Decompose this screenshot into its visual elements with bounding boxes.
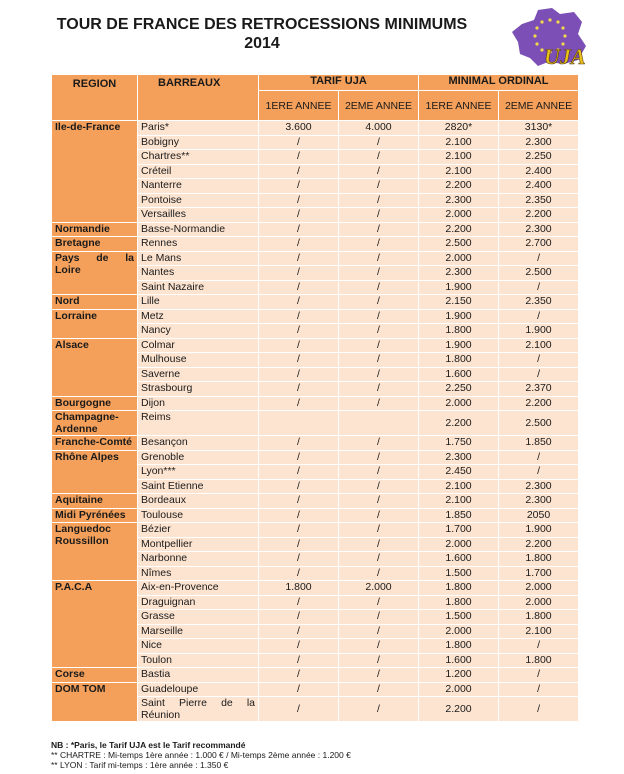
barreau-cell: Nanterre <box>138 179 259 194</box>
title-line-1: TOUR DE FRANCE DES RETROCESSIONS MINIMUMS <box>56 16 468 33</box>
region-cell: Corse <box>52 668 138 683</box>
ord-year1-cell: 1.850 <box>419 508 499 523</box>
barreau-cell: Besançon <box>138 436 259 451</box>
uja-year1-cell: / <box>259 436 339 451</box>
ord-year2-cell: / <box>499 353 579 368</box>
uja-year1-cell: / <box>259 494 339 509</box>
uja-year2-cell: / <box>339 251 419 266</box>
ord-year2-cell: 2.350 <box>499 295 579 310</box>
ord-year1-cell: 1.800 <box>419 324 499 339</box>
barreau-cell: Toulouse <box>138 508 259 523</box>
uja-year2-cell: / <box>339 682 419 697</box>
barreau-cell: Rennes <box>138 237 259 252</box>
ord-year2-cell: 1.800 <box>499 610 579 625</box>
ord-year2-cell: 2050 <box>499 508 579 523</box>
barreau-cell: Toulon <box>138 653 259 668</box>
ord-year1-cell: 2.200 <box>419 411 499 436</box>
uja-year2-cell: / <box>339 295 419 310</box>
uja-year1-cell: / <box>259 537 339 552</box>
retrocessions-table <box>51 74 579 722</box>
uja-year2-cell: / <box>339 135 419 150</box>
note-chartre: ** CHARTRE : Mi-temps 1ère année : 1.000 € / Mi-temps 2ème année : 1.200 € <box>51 750 351 760</box>
table-row <box>52 309 579 324</box>
region-cell: Ile-de-France <box>52 121 138 223</box>
ord-year1-cell: 1.800 <box>419 353 499 368</box>
note-lyon: ** LYON : Tarif mi-temps : 1ère année : 1.350 € <box>51 760 229 770</box>
uja-year1-cell: / <box>259 523 339 538</box>
uja-year2-cell: 4.000 <box>339 121 419 136</box>
ord-year2-cell: / <box>499 668 579 683</box>
barreau-cell: Montpellier <box>138 537 259 552</box>
uja-year2-cell: / <box>339 494 419 509</box>
uja-year2-cell: / <box>339 552 419 567</box>
header-ord-year2: 2EME ANNEE <box>499 91 579 121</box>
table-row <box>52 668 579 683</box>
uja-year2-cell: 2.000 <box>339 581 419 596</box>
ord-year1-cell: 2.250 <box>419 382 499 397</box>
barreau-cell: Saint Etienne <box>138 479 259 494</box>
ord-year2-cell: / <box>499 697 579 722</box>
barreau-cell: Bordeaux <box>138 494 259 509</box>
ord-year1-cell: 1.900 <box>419 338 499 353</box>
ord-year1-cell: 2.300 <box>419 450 499 465</box>
ord-year2-cell: 2.400 <box>499 179 579 194</box>
header-uja-year2: 2EME ANNEE <box>339 91 419 121</box>
ord-year1-cell: 2.100 <box>419 135 499 150</box>
ord-year1-cell: 1.500 <box>419 566 499 581</box>
ord-year1-cell: 1.600 <box>419 367 499 382</box>
ord-year1-cell: 2.000 <box>419 208 499 223</box>
uja-year2-cell: / <box>339 508 419 523</box>
title-line-2: 2014 <box>244 35 280 52</box>
uja-year1-cell: / <box>259 222 339 237</box>
uja-year2-cell: / <box>339 353 419 368</box>
ord-year1-cell: 2.300 <box>419 193 499 208</box>
barreau-cell: Lille <box>138 295 259 310</box>
uja-year2-cell: / <box>339 697 419 722</box>
barreau-cell: Strasbourg <box>138 382 259 397</box>
region-cell: Languedoc Roussillon <box>52 523 138 581</box>
barreau-cell: Mulhouse <box>138 353 259 368</box>
barreau-cell: Saverne <box>138 367 259 382</box>
uja-year1-cell: / <box>259 164 339 179</box>
uja-year1-cell: / <box>259 251 339 266</box>
ord-year1-cell: 1.800 <box>419 595 499 610</box>
uja-year2-cell: / <box>339 164 419 179</box>
barreau-cell: Grenoble <box>138 450 259 465</box>
uja-year2-cell: / <box>339 280 419 295</box>
uja-year2-cell: / <box>339 193 419 208</box>
table-row <box>52 682 579 697</box>
footnotes <box>51 740 351 770</box>
uja-year1-cell: / <box>259 135 339 150</box>
uja-year1-cell: / <box>259 450 339 465</box>
ord-year2-cell: 2.400 <box>499 164 579 179</box>
ord-year1-cell: 2.000 <box>419 624 499 639</box>
ord-year2-cell: / <box>499 639 579 654</box>
region-cell: Normandie <box>52 222 138 237</box>
ord-year1-cell: 2.200 <box>419 697 499 722</box>
uja-year2-cell: / <box>339 309 419 324</box>
barreau-cell: Versailles <box>138 208 259 223</box>
barreau-cell: Draguignan <box>138 595 259 610</box>
uja-year1-cell: 1.800 <box>259 581 339 596</box>
uja-year2-cell: / <box>339 653 419 668</box>
table-row <box>52 523 579 538</box>
header-barreaux: BARREAUX <box>138 75 259 121</box>
ord-year2-cell: 2.000 <box>499 581 579 596</box>
uja-year2-cell: / <box>339 338 419 353</box>
ord-year2-cell: / <box>499 367 579 382</box>
ord-year1-cell: 2.000 <box>419 537 499 552</box>
barreau-cell: Bézier <box>138 523 259 538</box>
header-tarif-uja: TARIF UJA <box>259 75 419 91</box>
header-uja-year1: 1ERE ANNEE <box>259 91 339 121</box>
ord-year2-cell: 2.100 <box>499 338 579 353</box>
barreau-cell: Nancy <box>138 324 259 339</box>
ord-year2-cell: 1.900 <box>499 523 579 538</box>
ord-year2-cell: 1.800 <box>499 653 579 668</box>
ord-year2-cell: 2.200 <box>499 208 579 223</box>
region-cell: Nord <box>52 295 138 310</box>
barreau-cell: Narbonne <box>138 552 259 567</box>
barreau-cell: Guadeloupe <box>138 682 259 697</box>
ord-year2-cell: / <box>499 465 579 480</box>
uja-year2-cell: / <box>339 479 419 494</box>
ord-year2-cell: / <box>499 251 579 266</box>
ord-year2-cell: 2.200 <box>499 396 579 411</box>
ord-year2-cell: 2.300 <box>499 494 579 509</box>
ord-year1-cell: 2.150 <box>419 295 499 310</box>
uja-year2-cell: / <box>339 668 419 683</box>
uja-year2-cell: / <box>339 450 419 465</box>
ord-year1-cell: 2.000 <box>419 682 499 697</box>
ord-year2-cell: 2.000 <box>499 595 579 610</box>
table-row <box>52 338 579 353</box>
uja-year2-cell: / <box>339 537 419 552</box>
ord-year2-cell: 2.700 <box>499 237 579 252</box>
table-row <box>52 237 579 252</box>
table-row <box>52 508 579 523</box>
uja-year2-cell: / <box>339 566 419 581</box>
note-nb: NB : *Paris, le Tarif UJA est le Tarif recommandé <box>51 740 246 750</box>
barreau-cell: Le Mans <box>138 251 259 266</box>
uja-year1-cell: / <box>259 309 339 324</box>
ord-year2-cell: 2.300 <box>499 222 579 237</box>
ord-year1-cell: 1.900 <box>419 280 499 295</box>
ord-year1-cell: 2.450 <box>419 465 499 480</box>
ord-year1-cell: 1.700 <box>419 523 499 538</box>
table-row <box>52 581 579 596</box>
uja-year1-cell: / <box>259 465 339 480</box>
uja-year1-cell: / <box>259 324 339 339</box>
ord-year1-cell: 1.800 <box>419 581 499 596</box>
ord-year2-cell: 2.100 <box>499 624 579 639</box>
uja-year2-cell: / <box>339 266 419 281</box>
uja-year1-cell: / <box>259 653 339 668</box>
uja-year2-cell: / <box>339 237 419 252</box>
uja-year1-cell: / <box>259 367 339 382</box>
uja-year1-cell: / <box>259 237 339 252</box>
uja-year1-cell: / <box>259 668 339 683</box>
uja-year2-cell: / <box>339 465 419 480</box>
barreau-cell: Pontoise <box>138 193 259 208</box>
uja-year1-cell: / <box>259 353 339 368</box>
uja-year2-cell: / <box>339 396 419 411</box>
region-cell: Midi Pyrénées <box>52 508 138 523</box>
barreau-cell: Chartres** <box>138 150 259 165</box>
uja-year2-cell: / <box>339 610 419 625</box>
table-row <box>52 411 579 436</box>
logo-text: UJA <box>544 44 586 68</box>
region-cell: Pays de la Loire <box>52 251 138 295</box>
table-row <box>52 295 579 310</box>
barreau-cell: Bobigny <box>138 135 259 150</box>
table-row <box>52 222 579 237</box>
ord-year1-cell: 2.000 <box>419 251 499 266</box>
region-cell: P.A.C.A <box>52 581 138 668</box>
barreau-cell: Lyon*** <box>138 465 259 480</box>
uja-year1-cell: / <box>259 639 339 654</box>
table-row <box>52 450 579 465</box>
barreau-cell: Aix-en-Provence <box>138 581 259 596</box>
ord-year1-cell: 2.000 <box>419 396 499 411</box>
uja-year2-cell: / <box>339 208 419 223</box>
ord-year1-cell: 2.200 <box>419 222 499 237</box>
header-region: REGION <box>52 75 138 121</box>
region-cell: Franche-Comté <box>52 436 138 451</box>
uja-year1-cell: / <box>259 697 339 722</box>
barreau-cell: Marseille <box>138 624 259 639</box>
uja-year1-cell: / <box>259 382 339 397</box>
uja-year1-cell: / <box>259 338 339 353</box>
ord-year1-cell: 1.500 <box>419 610 499 625</box>
uja-year1-cell: 3.600 <box>259 121 339 136</box>
barreau-cell: Nice <box>138 639 259 654</box>
uja-year1-cell: / <box>259 150 339 165</box>
ord-year1-cell: 1.800 <box>419 639 499 654</box>
header-minimal-ordinal: MINIMAL ORDINAL <box>419 75 579 91</box>
ord-year2-cell: 3130* <box>499 121 579 136</box>
uja-year1-cell: / <box>259 208 339 223</box>
region-cell: Rhône Alpes <box>52 450 138 494</box>
uja-year2-cell: / <box>339 639 419 654</box>
ord-year2-cell: 2.250 <box>499 150 579 165</box>
uja-year1-cell: / <box>259 566 339 581</box>
table-row <box>52 396 579 411</box>
uja-year1-cell: / <box>259 479 339 494</box>
uja-year2-cell: / <box>339 595 419 610</box>
ord-year1-cell: 1.900 <box>419 309 499 324</box>
barreau-cell: Nîmes <box>138 566 259 581</box>
barreau-cell: Créteil <box>138 164 259 179</box>
ord-year1-cell: 1.200 <box>419 668 499 683</box>
ord-year1-cell: 2.100 <box>419 150 499 165</box>
uja-year2-cell: / <box>339 367 419 382</box>
ord-year2-cell: / <box>499 280 579 295</box>
uja-year1-cell: / <box>259 179 339 194</box>
uja-year2-cell: / <box>339 382 419 397</box>
region-cell: Bourgogne <box>52 396 138 411</box>
ord-year2-cell: 2.300 <box>499 135 579 150</box>
ord-year1-cell: 1.600 <box>419 552 499 567</box>
uja-year1-cell: / <box>259 624 339 639</box>
uja-year1-cell: / <box>259 508 339 523</box>
ord-year2-cell: 1.850 <box>499 436 579 451</box>
ord-year1-cell: 2.100 <box>419 479 499 494</box>
uja-year1-cell: / <box>259 266 339 281</box>
table-row <box>52 251 579 266</box>
barreau-cell: Metz <box>138 309 259 324</box>
ord-year2-cell: 1.700 <box>499 566 579 581</box>
ord-year1-cell: 2.100 <box>419 494 499 509</box>
uja-year1-cell: / <box>259 193 339 208</box>
barreau-cell: Dijon <box>138 396 259 411</box>
ord-year2-cell: / <box>499 309 579 324</box>
uja-year1-cell: / <box>259 552 339 567</box>
uja-year2-cell <box>339 411 419 436</box>
ord-year2-cell: 1.800 <box>499 552 579 567</box>
uja-year2-cell: / <box>339 624 419 639</box>
uja-year1-cell: / <box>259 295 339 310</box>
uja-year1-cell: / <box>259 595 339 610</box>
table-body <box>52 121 579 722</box>
ord-year2-cell: / <box>499 682 579 697</box>
page-title <box>52 15 472 53</box>
region-cell: Bretagne <box>52 237 138 252</box>
region-cell: Champagne-Ardenne <box>52 411 138 436</box>
ord-year2-cell: 2.350 <box>499 193 579 208</box>
barreau-cell: Saint Nazaire <box>138 280 259 295</box>
table-row <box>52 121 579 136</box>
uja-year1-cell: / <box>259 682 339 697</box>
uja-logo <box>508 6 592 68</box>
region-cell: DOM TOM <box>52 682 138 722</box>
barreau-cell: Paris* <box>138 121 259 136</box>
uja-year2-cell: / <box>339 222 419 237</box>
uja-year2-cell: / <box>339 179 419 194</box>
ord-year2-cell: 2.300 <box>499 479 579 494</box>
ord-year1-cell: 2820* <box>419 121 499 136</box>
uja-year2-cell: / <box>339 523 419 538</box>
ord-year2-cell: 2.500 <box>499 411 579 436</box>
ord-year1-cell: 2.200 <box>419 179 499 194</box>
uja-year1-cell: / <box>259 280 339 295</box>
barreau-cell: Bastia <box>138 668 259 683</box>
barreau-cell: Basse-Normandie <box>138 222 259 237</box>
uja-year2-cell: / <box>339 150 419 165</box>
barreau-cell: Colmar <box>138 338 259 353</box>
ord-year2-cell: 2.370 <box>499 382 579 397</box>
ord-year1-cell: 1.600 <box>419 653 499 668</box>
table-row <box>52 494 579 509</box>
region-cell: Lorraine <box>52 309 138 338</box>
ord-year1-cell: 2.500 <box>419 237 499 252</box>
ord-year2-cell: 2.500 <box>499 266 579 281</box>
barreau-cell: Nantes <box>138 266 259 281</box>
uja-year2-cell: / <box>339 436 419 451</box>
header-ord-year1: 1ERE ANNEE <box>419 91 499 121</box>
ord-year1-cell: 2.100 <box>419 164 499 179</box>
uja-year1-cell <box>259 411 339 436</box>
uja-year2-cell: / <box>339 324 419 339</box>
ord-year2-cell: 2.200 <box>499 537 579 552</box>
region-cell: Aquitaine <box>52 494 138 509</box>
uja-year1-cell: / <box>259 396 339 411</box>
barreau-cell: Grasse <box>138 610 259 625</box>
ord-year2-cell: 1.900 <box>499 324 579 339</box>
ord-year1-cell: 2.300 <box>419 266 499 281</box>
uja-year1-cell: / <box>259 610 339 625</box>
ord-year1-cell: 1.750 <box>419 436 499 451</box>
region-cell: Alsace <box>52 338 138 396</box>
ord-year2-cell: / <box>499 450 579 465</box>
table-row <box>52 436 579 451</box>
barreau-cell: Reims <box>138 411 259 436</box>
barreau-cell: Saint Pierre de la Réunion <box>138 697 259 722</box>
